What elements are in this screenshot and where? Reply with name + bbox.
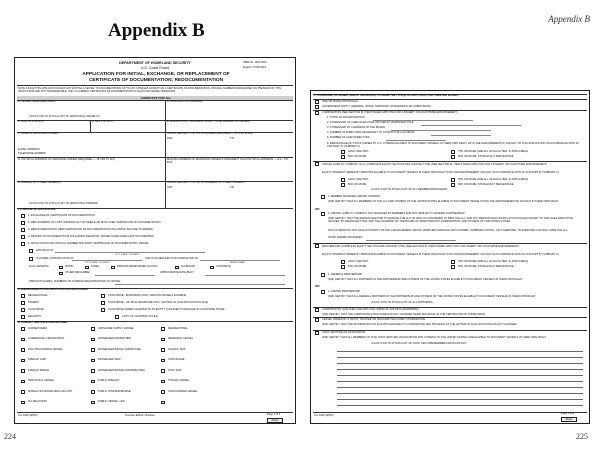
corp-90-label: 90% OR MORE; STATE EXACT PERCENTAGE: [458, 154, 514, 158]
bowaters-corp-certification: (046) CERTIFY THAT THE CORPORATE STRUCTURE HAS NOT CHANGED SINCE ISSUANCE OF THE CERTIFICATE OF COMPLIANCE.: [322, 312, 486, 316]
service-option-label: FREIGHT SHIP: [28, 358, 47, 361]
purpose-heading: I. PURPOSE OF APPLICATION: [18, 208, 56, 211]
material-other-label: OTHER (DESCRIBE): [65, 271, 90, 274]
construction-city-caption: CITY, STATE, COUNTRY: [85, 261, 110, 264]
llc-less-than-50-checkbox[interactable]: [341, 178, 345, 182]
service-option-checkbox[interactable]: [161, 359, 165, 363]
charter-copy-checkbox[interactable]: [115, 315, 119, 319]
attach-partners-link[interactable]: (CLICK ICON TO ATTACH LIST OF ALL PARTNERS): [371, 301, 433, 304]
left-page-number: 224: [4, 432, 16, 441]
service-option-checkbox[interactable]: [21, 359, 25, 363]
endorse-coastwise-label: COASTWISE: [28, 307, 44, 311]
form-expiry: Expires: 07/31/2019: [243, 66, 267, 69]
endorsements-heading: J. ENDORSEMENTS FOR WHICH APPLICATION IS MADE: [18, 288, 89, 291]
trust-certification: (046) CERTIFY THAT THE INFORMATION ON FILE WITH REGARD TO COOPERATIVE AND ISSUANCE OF THE LETTER OF QUALIFICATION HAS NOT CHANGED.: [322, 322, 518, 326]
service-option-checkbox[interactable]: [161, 380, 165, 384]
endorse-charter-label: COASTWISE UNDER CHARTER TO AN ENTITY QUALIFIED TO ENGAGE IN COASTWISE TRADE: [108, 307, 225, 311]
service-option-label: UNCLASSIFIED VESSEL: [168, 389, 198, 393]
service-option-label: FISH PROCESSING VESSEL: [28, 347, 63, 351]
service-option-label: PASSENGER BARGE (UNINSPECTED): [98, 368, 145, 372]
partner-75-checkbox[interactable]: [451, 260, 455, 264]
endorse-registry-label: REGISTRY: [28, 314, 42, 318]
llc-label: LIMITED LIABILITY COMPANY (LLC) (COMPLETE EQUITY SECTION AND CHOOSE TYPE) (SEE SECTION M, ITEM 8 WHEN APPLYING FOR A FISHERY OR COASTWISE ENDORSEMENT): [322, 162, 547, 166]
purpose-exchange-label: 1. EXCHANGE OF CERTIFICATE OF DOCUMENTATION: [28, 213, 95, 217]
service-option-checkbox[interactable]: [21, 338, 25, 342]
partner-less-than-50-checkbox[interactable]: [341, 260, 345, 264]
reset-button-1[interactable]: Reset: [267, 418, 283, 423]
under-construction-checkbox[interactable]: [29, 257, 33, 261]
partner-90-checkbox[interactable]: [451, 265, 455, 269]
service-option-label: FREIGHT BARGE: [28, 368, 50, 372]
service-option-checkbox[interactable]: [161, 338, 165, 342]
material-frp-checkbox[interactable]: [111, 266, 115, 270]
other-owners-label: H. NAME(S) OF OTHER OWNER(S): [18, 181, 61, 184]
service-option-label: OFFSHORE SUPPLY VESSEL: [98, 326, 134, 330]
chairman-citizenship-label: 3. CITIZENSHIP OF CHAIRMAN OF THE BOARD: [327, 126, 385, 129]
partnership-checkbox[interactable]: [315, 244, 319, 248]
material-aluminum-label: ALUMINUM: [181, 265, 195, 268]
endorse-recreational-checkbox[interactable]: [21, 294, 25, 298]
corp-less-than-50-label: LESS THAN 50%: [348, 149, 369, 153]
state-organized-label: STATE WHERE ORGANIZED: [328, 236, 363, 239]
approx-date-label: APPROXIMATE DATE BUILT: [160, 271, 194, 274]
or-divider-1: OR: [315, 207, 320, 211]
endorse-oil-spill-checkbox[interactable]: [101, 301, 105, 305]
scheduled-completion-label: AND IS SCHEDULED FOR COMPLETION IN: [145, 256, 198, 260]
tin-label-2: TIN: [230, 186, 235, 189]
partner-50-or-more-checkbox[interactable]: [341, 265, 345, 269]
owner-tax-id-label: SOCIAL SECURITY OR TAX ID NUMBER (REQUIRED — 46 USC 12104): [167, 132, 253, 135]
service-option-label: SCHOOL SHIP: [168, 347, 186, 351]
service-option-checkbox[interactable]: [161, 401, 165, 405]
manager-llc-checkbox[interactable]: [321, 212, 325, 216]
endorse-bowaters-checkbox[interactable]: [101, 294, 105, 298]
or-divider-2: OR: [315, 284, 320, 288]
general-partnership-certification: (046) CERTIFY THAT ALL PARTNERS IN THE PARTNERSHIP ARE CITIZENS OF THE UNITED STATES ELIGIBLE TO DOCUMENT VESSELS IN THEIR OWN RIGHT.: [328, 277, 523, 281]
llc-90-label: 90% OR MORE; STATE EXACT PERCENTAGE: [458, 182, 514, 186]
purpose-redocumentation-checkbox[interactable]: [21, 228, 25, 232]
citizenship-heading: L. CITIZENSHIP OF OWNER (CHECK THE BOX(ES) TO SHOW THE TYPE(S) OF ENTITY(IES) THAT OWN THE VESSEL): [314, 94, 459, 97]
llc-75-checkbox[interactable]: [451, 178, 455, 182]
material-steel-checkbox[interactable]: [85, 266, 89, 270]
hull-id-label: C. HULL ID # (IF ANY): [18, 120, 44, 123]
purpose-return-label: 4. RETURN TO DOCUMENTATION FOLLOWING DELETION. VESSEL NAME WHEN LAST DOCUMENTED: [28, 234, 154, 238]
reset-button-2[interactable]: Reset: [561, 417, 577, 422]
member-managed-certification: (046) CERTIFY THAT ALL MEMBERS OF THE LLC ARE CITIZENS OF THE UNITED STATES ELIGIBLE TO DOCUMENT VESSELS WITH THE ENDORSEMENT(S) SOUGHT IN THEIR OWN RIGHT.: [328, 199, 560, 203]
service-option-label: TANK SHIP: [168, 368, 182, 372]
form-title: APPLICATION FOR INITIAL, EXCHANGE, OR REPLACEMENT OF: [82, 72, 230, 77]
other-owners-tax-id-label: SOCIAL SECURITY OR TAX ID NUMBERS OF OTHER OWNERS: [167, 181, 244, 184]
appendix-title: Appendix B: [108, 20, 205, 41]
service-option-label: PUBLIC FREIGHT: [98, 379, 120, 382]
service-option-checkbox[interactable]: [91, 390, 95, 394]
ssn-label: SSN: [167, 137, 173, 140]
service-option-checkbox[interactable]: [91, 359, 95, 363]
mailing-address-label: MAILING ADDRESS OF MANAGING OWNER IF DIFFERENT THAN PHYSICAL ADDRESS — E.G., P.O. BOX: [167, 158, 289, 164]
material-concrete-checkbox[interactable]: [210, 266, 214, 270]
service-option-checkbox[interactable]: [21, 369, 25, 373]
imo-number-label: D. IMO # (IF ANY): [92, 120, 114, 123]
vessel-name-label: A. VESSEL NAME (REQUIRED): [18, 100, 56, 103]
endorse-fishery-label: FISHERY: [28, 300, 40, 304]
phone-label: TELEPHONE NUMBER: [18, 152, 46, 155]
stock-percentage-label: 6. PERCENTAGE OF STOCK OWNED BY U.S. CITIZENS ELIGIBLE TO DOCUMENT VESSELS IN THEIR OWN RIGHT, WITH THE ENDORSEMENT(S) SOUGHT ON THIS APPLICATION IN ACCORDANCE WITH 46 CFR PART 67 (SUBPART C): [327, 142, 579, 148]
member-managed-checkbox[interactable]: [321, 195, 325, 199]
previous-edition-note: Previous Edition Obsolete: [125, 414, 155, 417]
form-number-footer-2: CG-1258 (08/16): [314, 414, 334, 417]
purpose-replacement-checkbox[interactable]: [21, 221, 25, 225]
trust-checkbox[interactable]: [315, 318, 319, 322]
service-option-label: OIL RECOVERY: [28, 400, 48, 403]
material-other-checkbox[interactable]: [59, 272, 63, 276]
omb-number: OMB No. 1625-0027: [243, 61, 267, 64]
corp-50-or-more-checkbox[interactable]: [341, 155, 345, 159]
endorse-registry-checkbox[interactable]: [21, 315, 25, 319]
corp-90-checkbox[interactable]: [451, 155, 455, 159]
general-partnership-checkbox[interactable]: [321, 273, 325, 277]
service-option-label: MOBILE OFFSHORE DRILLING UNIT: [28, 389, 73, 393]
service-option-checkbox[interactable]: [21, 327, 25, 331]
purpose-replacement-label: 2. REPLACEMENT OF LOST, WRONGFULLY WITHHELD OR MUTILATED CERTIFICATE OF DOCUMENTATION: [28, 220, 161, 224]
service-option-checkbox[interactable]: [91, 401, 95, 405]
partner-less-than-50-label: LESS THAN 50%: [348, 259, 369, 263]
service-option-checkbox[interactable]: [21, 390, 25, 394]
limited-partnership-label: 2. LIMITED PARTNERSHIP: [328, 289, 361, 293]
form-subtitle: CERTIFICATE OF DOCUMENTATION; REDOCUMENTATION: [88, 78, 224, 83]
service-option-label: RECREATIONAL: [168, 326, 188, 330]
service-option-checkbox[interactable]: [91, 348, 95, 352]
form-page-1: [14, 57, 296, 424]
partner-75-label: 75% OR MORE (ARE ALL OF EACH TIER, IF APPLICABLE): [458, 259, 529, 263]
tin-label: TIN: [230, 137, 235, 140]
service-option-label: RESEARCH VESSEL: [168, 337, 194, 340]
endorse-recreational-label: RECREATIONAL: [28, 293, 48, 297]
llc-75-label: 75% OR MORE (ARE ALL OF EACH TIER, IF APPLICABLE): [458, 177, 529, 181]
was-built-checkbox[interactable]: [29, 249, 33, 253]
service-option-checkbox[interactable]: [91, 369, 95, 373]
llc-equity-label: EQUITY INTEREST OWNED BY PERSONS ELIGIBLE TO DOCUMENT VESSELS IN THEIR OWN RIGHT WITH THE ENDORSEMENT SOUGHT IN ACCORDANCE WITH 46 CFR PART 67 (SUBPART C): [322, 171, 559, 174]
ceo-citizenship-label: 2. CITIZENSHIP OF CHIEF EXECUTIVE OFFICER BY WHATEVER TITLE: [327, 121, 414, 124]
service-option-label: TOWING VESSEL: [168, 379, 190, 382]
one-or-more-checkbox[interactable]: [315, 100, 319, 104]
government-label: GOVERNMENT ENTITY (FEDERAL, STATE, TERRITORY, POSSESSION OR SUBDIVISION): [322, 104, 431, 108]
service-option-checkbox[interactable]: [161, 369, 165, 373]
purpose-return-checkbox[interactable]: [21, 235, 25, 239]
bowaters-corp-checkbox[interactable]: [315, 308, 319, 312]
corporation-checkbox[interactable]: [315, 111, 319, 115]
service-option-checkbox[interactable]: [91, 338, 95, 342]
service-option-label: PASSENGER SHIP: [98, 358, 121, 361]
agency-name: U.S. Coast Guard: [140, 66, 170, 70]
llc-90-checkbox[interactable]: [451, 183, 455, 187]
material-concrete-label: CONCRETE: [216, 265, 231, 268]
right-page-number: 225: [576, 432, 588, 441]
llc-50-or-more-label: 50% OR MORE: [348, 182, 367, 186]
partnership-equity-label: EQUITY INTEREST OWNED BY PERSONS ELIGIBLE TO DOCUMENT VESSELS IN THEIR OWN RIGHT WITH THE ENDORSEMENT SOUGHT IN ACCORDANCE WITH 46 CFR PART 67 (SUBPART C): [322, 253, 559, 256]
llc-less-than-50-label: LESS THAN 50%: [348, 177, 369, 181]
form-number-footer: CG-1258 (08/16): [18, 414, 38, 417]
material-wood-label: WOOD: [65, 265, 74, 268]
joint-venture-certification: (046) CERTIFY THAT ALL MEMBERS OF THIS JOINT VENTURE (ASSOCIATION AND CITIZENS OF THE UNITED STATES) ARE ELIGIBLE TO DOCUMENT VESSELS IN THEIR OWN RIGHT.: [322, 335, 547, 339]
endorse-fishery-checkbox[interactable]: [21, 301, 25, 305]
running-header: Appendix B: [548, 14, 590, 24]
purpose-new-checkbox[interactable]: [21, 242, 25, 246]
trust-label: VESSEL OWNED BY A TRUST, TRUSTEE OR FIDUCIARY RECOVERY COOPERATIVE: [322, 317, 426, 321]
purpose-exchange-checkbox[interactable]: [21, 214, 25, 218]
government-checkbox[interactable]: [315, 105, 319, 109]
service-option-checkbox[interactable]: [21, 380, 25, 384]
state-of-incorporation-label: 1. STATE OF INCORPORATION: [327, 116, 365, 119]
manager-llc-control-note: NON-CITIZENS DO NOT HAVE AUTHORITY WITHIN A MANAGEMENT GROUP, WHETHER THROUGH VETO POWER, COMBINED VOTING, OR OTHERWISE, TO EXERCISE CONTROL OVER THE LLC.: [328, 229, 569, 232]
alien-directors-label: 5. NUMBER OF ALIEN DIRECTORS: [327, 136, 370, 139]
managing-owner-label: F. NAME OF MANAGING OWNER: [18, 132, 59, 135]
limited-partnership-checkbox[interactable]: [321, 290, 325, 294]
endorse-bowaters-label: COASTWISE - BOWATERS (ONLY CERTAIN VESSELS ELIGIBLE): [108, 293, 187, 297]
purpose-redocumentation-label: 3. REDOCUMENTATION (NEW CERTIFICATE OF DOCUMENTATION FOLLOWING FAILURE TO RENEW): [28, 227, 153, 231]
service-option-checkbox[interactable]: [21, 401, 25, 405]
quorum-label: 4. NUMBER OF DIRECTORS NECESSARY TO CONSTITUTE A QUORUM: [327, 131, 415, 134]
built-city-caption: CITY, STATE, COUNTRY: [115, 253, 140, 256]
material-aluminum-checkbox[interactable]: [175, 266, 179, 270]
service-option-checkbox[interactable]: [161, 390, 165, 394]
corp-50-or-more-label: 50% OR MORE: [348, 154, 367, 158]
complete-for-all-heading: COMPLETE FOR ALL: [140, 95, 172, 100]
service-option-checkbox[interactable]: [91, 327, 95, 331]
one-or-more-label: ONE OR MORE INDIVIDUALS: [322, 99, 358, 103]
material-wood-checkbox[interactable]: [59, 266, 63, 270]
llc-50-or-more-checkbox[interactable]: [341, 183, 345, 187]
attach-joint-venture-link[interactable]: (CLICK ICON TO ATTACH LIST OF JOINT VENTURE/MEMBERS/ASSOCIATION): [371, 342, 467, 345]
partner-50-or-more-label: 50% OR MORE: [348, 264, 367, 268]
hailing-port-label: E. HAILING PORT INCLUDING STATE. (TO BE MARKED ON VESSEL): [167, 120, 251, 123]
service-option-checkbox[interactable]: [21, 348, 25, 352]
service-option-checkbox[interactable]: [91, 380, 95, 384]
bowaters-corp-label: CORPORATION QUALIFIED AND APPLYING UNDER 46 CFR 68.01 (BOWATERS): [322, 307, 419, 311]
service-heading: K. PRIMARY SERVICE & HORSEPOWER: [18, 321, 68, 324]
partnership-label: PARTNERSHIP (COMPLETE EQUITY SECTION AND CHOOSE TYPE) (SEE SECTION M, ITEM 8 WHEN APPLYING FOR FISHERY OR COASTWISE ENDORSEMENT): [322, 244, 520, 248]
attach-owners-link[interactable]: CLICK ICON TO ATTACH LIST OF ADDITIONAL OWNERS: [29, 202, 98, 205]
was-built-label: WAS BUILT AT: [36, 248, 54, 252]
general-partnership-label: 1. GENERAL PARTNERSHIP: [328, 272, 363, 276]
material-steel-label: STEEL: [91, 265, 100, 268]
purpose-new-label: 5. APPLICATION FOR OFFICIAL NUMBER AND FIRST CERTIFICATE OF DOCUMENTATION. VESSEL: [28, 241, 149, 245]
service-option-label: PUBLIC TANKSHIP/BARGE: [98, 389, 131, 393]
limited-partnership-certification: (046) CERTIFY THAT ALL GENERAL PARTNERS IN THE PARTNERSHIP ARE CITIZENS OF THE UNITED STATES ELIGIBLE TO DOCUMENT VESSELS IN THEIR OWN RIGHT.: [328, 294, 536, 298]
partner-90-label: 90% OR MORE; STATE EXACT PERCENTAGE: [458, 264, 514, 268]
attach-vessels-link[interactable]: CLICK ICON TO ATTACH LIST OF ADDITIONAL VESSEL(S): [29, 115, 100, 118]
corp-75-checkbox[interactable]: [451, 150, 455, 154]
agency-department: DEPARTMENT OF HOMELAND SECURITY: [119, 61, 191, 65]
email-label: E-MAIL ADDRESS: [18, 148, 40, 151]
charter-copy-label: COPY OF CHARTER ON FILE: [122, 314, 158, 318]
manager-llc-label: 2. LIMITED LIABILITY COMPANY NOT MANAGED BY MEMBERS AND NOT SIMILAR TO GENERAL PARTNERSHIP.: [328, 211, 466, 215]
material-frp-label: FIBROUS REINFORCED PLASTIC: [117, 265, 158, 268]
official-number-label: B. OFFICIAL # (IF ASSIGNED): [167, 100, 203, 103]
form-note: NOTE: FILING THIS APPLICATION DOES NOT ENTITLE A VESSEL TO DOCUMENTATION OR TO ANY CHANGES SOUGHT ON A CERTIFICATE OF DOCUMENTATION. OFFICIAL NUMBERS DESIGNATED ON THE BASIS OF THIS APPLICATION ARE NOT TRANSFERABLE. ONLY A CURRENT CERTIFICATE OF DOCUMENTATION IS VALID FOR VESSEL OPERATION.: [18, 86, 281, 93]
service-option-label: HORSEPOWER: [28, 326, 48, 330]
corp-less-than-50-checkbox[interactable]: [341, 150, 345, 154]
service-option-checkbox[interactable]: [161, 348, 165, 352]
service-option-label: COMMERCIAL FISHING BOAT: [28, 337, 65, 340]
attach-members-link[interactable]: (CLICK ICON TO ATTACH LIST OF ALL MEMBERS/MANAGERS): [371, 188, 448, 191]
ssn-label-2: SSN: [167, 186, 173, 189]
service-option-label: PASSENGER BARGE (INSPECTED): [98, 347, 142, 351]
joint-venture-label: JOINT VENTURE OR ASSOCIATION: [322, 330, 366, 334]
service-option-label: PUBLIC VESSEL, UNC: [98, 400, 126, 403]
month-year-caption: MONTH/YEAR: [230, 261, 245, 264]
service-option-label: PASSENGER (INSPECTED): [98, 337, 132, 340]
form-page-2: [310, 90, 590, 424]
endorse-coastwise-checkbox[interactable]: [21, 308, 25, 312]
endorse-charter-checkbox[interactable]: [101, 308, 105, 312]
page-count-1: Page 1 of 4: [267, 413, 281, 416]
corp-75-label: 75% OR MORE (ARE ALL OF EACH TIER, IF APPLICABLE): [458, 149, 529, 153]
previous-names-label: PREVIOUS NAMES, NUMBERS OR FOREIGN REGISTRATIONS OF VESSEL: [29, 280, 121, 283]
physical-address-label: G. PHYSICAL ADDRESS OF MANAGING OWNER (REQUIRED — 46 CFR 67.113): [18, 158, 115, 161]
member-managed-label: 1. MEMBER MANAGED LIMITED COMPANY: [328, 194, 381, 198]
service-option-label: TANK BARGE: [168, 358, 185, 361]
service-option-checkbox[interactable]: [161, 327, 165, 331]
joint-venture-checkbox[interactable]: [315, 331, 319, 335]
corporation-label: CORPORATION (SEE SECTION M, ITEM 8 WHEN APPLYING FOR A FISHERY OR COASTWISE ENDORSEMENT): [322, 110, 458, 114]
service-option-label: INDUSTRIAL VESSEL: [28, 379, 55, 382]
endorse-oil-spill-label: COASTWISE - OIL SPILL RESPONSE ONLY (LETTER OF QUALIFICATION ON FILE): [108, 300, 209, 304]
llc-checkbox[interactable]: [315, 162, 319, 166]
hull-material-label: HULL MATERIAL: [29, 265, 50, 268]
under-construction-label: IS UNDER CONSTRUCTION AT: [36, 256, 74, 260]
page-count-2: Page 2 of 4: [561, 412, 575, 415]
manager-llc-certification: (046) CERTIFY THAT THE PERSON ELECTED TO MANAGE THE LLC OR WHO IS AUTHORIZED TO BIND THE LLC, AND ANY PERSON WHO HOLDS A POSITION EQUIVALENT TO THE CHIEF EXECUTIVE OFFICER, BY WHATEVER TITLE, AND THE CHAIRMAN OF THE BOARD OF DIRECTORS IN A CORPORATION, ARE CITIZENS OF THE UNITED STATES.: [328, 216, 573, 223]
